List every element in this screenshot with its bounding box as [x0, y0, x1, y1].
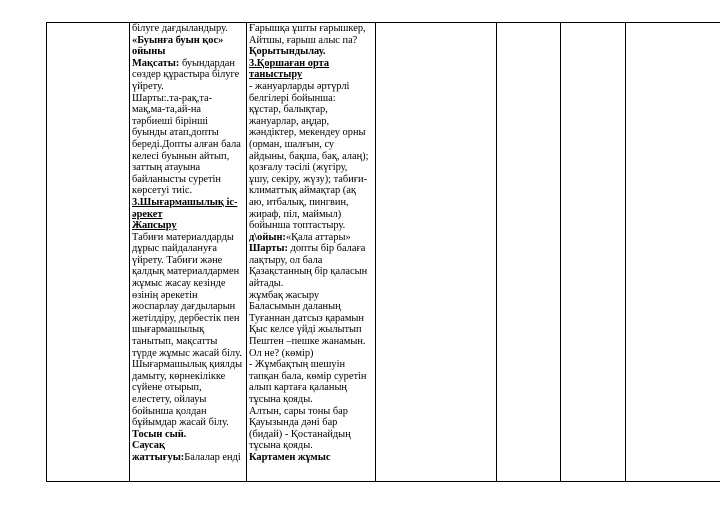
text-line: лақтыру, ол бала: [249, 254, 323, 266]
text-line: Айтшы, ғарыш алыс па?: [249, 34, 358, 46]
text-line: шығармашылық: [132, 324, 205, 336]
text-line: аю, итбалық, пингвин,: [249, 196, 349, 208]
text-line: айдыны, бақша, бақ, алаң);: [249, 150, 369, 162]
text-line: Алтын, сары тоны бар: [249, 405, 348, 417]
text-line: Табиғи материалдарды: [132, 231, 234, 243]
text-line: заттың атауына: [132, 162, 201, 174]
text-line: бойынша қолдан: [132, 405, 207, 417]
text-line: түрде жұмыс жасай білу.: [132, 347, 242, 359]
text-line: танытып, мақсатты: [132, 336, 218, 348]
text-line: Картамен жұмыс: [249, 451, 331, 463]
text-line: Шарты: допты бір балаға: [249, 243, 366, 255]
text-line: байланысты суретін: [132, 173, 221, 185]
text-line: сүйене отырып,: [132, 382, 202, 394]
text-line: Ол не? (көмір): [249, 347, 314, 359]
text-line: Қорытындылау.: [249, 46, 326, 58]
text-line: алып картаға қаланың: [249, 382, 347, 394]
table-cell-activities-1: [130, 23, 247, 482]
text-line: Қауызында дәні бар: [249, 417, 338, 429]
text-line: тапқан бала, көмір суретін: [249, 370, 367, 382]
text-line: Саусақ: [132, 440, 165, 452]
table-cell-empty-2: [376, 23, 497, 482]
table-cell-empty-5: [626, 23, 720, 482]
text-line: тәрбиеші бірінші: [132, 115, 208, 127]
table-cell-empty-1: [47, 23, 130, 482]
text-line: «Буынға буын қос»: [132, 34, 224, 46]
text-line: жираф, піл, маймыл): [249, 208, 342, 220]
text-line: Шарты:.та-рақ,та-: [132, 92, 213, 104]
text-line: жоспарлау дағдыларын: [132, 301, 236, 313]
text-line: бойынша топтастыру.: [249, 220, 346, 232]
text-line: жәндіктер, мекендеу орны: [249, 127, 366, 139]
text-line: жұмбақ жасыру: [249, 289, 320, 301]
text-line: Шығармашылық қиялды: [132, 359, 243, 371]
table-cell-empty-3: [497, 23, 561, 482]
text-line: Баласымын даланың: [249, 301, 341, 313]
text-line: жұмыс жасау кезінде: [132, 278, 226, 290]
text-line: береді.Допты алған бала: [132, 138, 241, 150]
text-line: Қыс келсе үйді жылытып: [249, 324, 362, 336]
text-line: дамыту, көрнекілікке: [132, 370, 226, 382]
text-line: Пештен –пешке жанамын.: [249, 336, 366, 348]
text-line: келесі буынын айтып,: [132, 150, 230, 162]
table-cell-activities-2: [247, 23, 376, 482]
text-line: құстар, балықтар,: [249, 104, 328, 116]
text-line: ұшу, секіру, жүзу); табиғи-: [249, 173, 368, 185]
text-line: өзінің әрекетін: [132, 289, 198, 301]
text-line: білуге дағдыландыру.: [132, 23, 228, 34]
table-cell-empty-4: [561, 23, 626, 482]
text-line: сөздер құрастыра білуге: [132, 69, 240, 81]
text-line: климаттық аймақтар (ақ: [249, 185, 356, 197]
text-line: үйрету. Табиғи және: [132, 254, 223, 266]
table-row: [47, 23, 720, 482]
text-line: (бидай) - Қостанайдың: [249, 428, 351, 440]
text-line: әрекет: [132, 208, 163, 220]
text-line: бұйымдар жасай білу.: [132, 417, 229, 429]
text-line: жануарлар, аңдар,: [249, 115, 330, 127]
text-line: елестету, ойлауы: [132, 394, 207, 405]
text-line: д\ойын:«Қала аттары»: [249, 231, 351, 243]
text-line: - Жұмбақтың шешуін: [249, 359, 346, 371]
text-line: қалдық материалдармен: [132, 266, 240, 278]
text-line: көрсетуі тиіс.: [132, 185, 193, 197]
text-line: 3.Шығармашылық іс-: [132, 196, 238, 208]
text-line: Жапсыру: [132, 220, 177, 232]
text-line: жетілдіру, дербестік пен: [132, 312, 240, 324]
text-line: Тосын сый.: [132, 428, 187, 440]
text-line: (орман, шалғын, су: [249, 138, 335, 150]
text-line: белгілері бойынша:: [249, 92, 336, 104]
text-line: Ғарышқа ұшты ғарышкер,: [249, 23, 366, 34]
text-line: таныстыру: [249, 69, 303, 81]
lesson-plan-table: [46, 22, 720, 482]
text-line: буынды атап,допты: [132, 127, 219, 139]
text-line: Қазақстанның бір қаласын: [249, 266, 368, 278]
text-line: мақ,ма-та,ай-на: [132, 104, 202, 116]
text-line: 3.Қоршаған орта: [249, 57, 330, 69]
text-line: жаттығуы:Балалар енді: [132, 451, 241, 463]
text-line: тұсына қояды.: [249, 440, 313, 452]
text-line: дұрыс пайдалануға: [132, 243, 218, 255]
text-line: Туғаннан датсыз қарамын: [249, 312, 364, 324]
text-line: - жануарларды әртүрлі: [249, 80, 350, 92]
text-line: тұсына қояды.: [249, 394, 313, 405]
text-line: үйрету.: [132, 80, 164, 92]
text-line: ойыны: [132, 46, 166, 58]
text-line: Мақсаты: буындардан: [132, 57, 235, 69]
text-line: қозғалу тәсілі (жүгіру,: [249, 162, 348, 174]
text-line: айтады.: [249, 278, 284, 290]
